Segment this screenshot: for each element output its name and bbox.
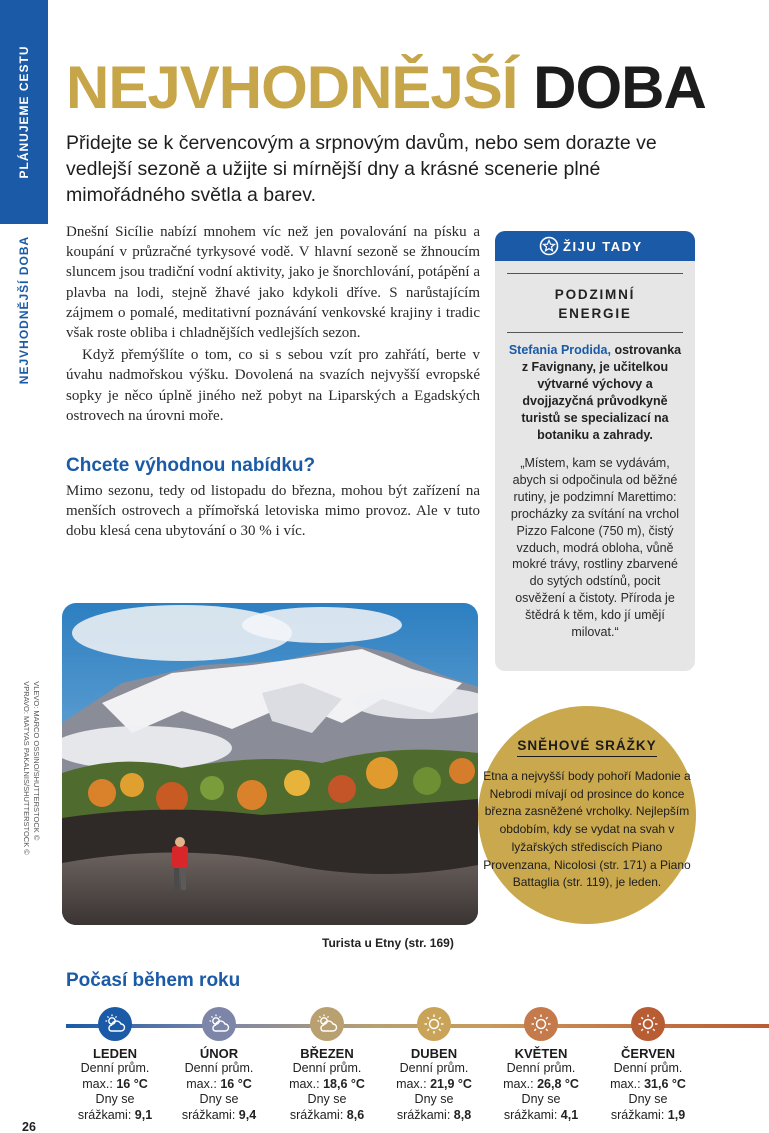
photo-credit-right: VPRAVO: MATYAS PAKALNIS/SHUTTERSTOCK © (22, 681, 31, 855)
weather-month-name: DUBEN (410, 1046, 458, 1061)
body-paragraph-2: Když přemýšlíte o tom, co si s sebou vzít pro zahřátí, berte v úvahu nadmořskou výšku. Dovolená na svazích nejvyšší evropské sopky je něco úplně jiného než pobyt na Liparských a Egadských ostrovech na úrovni moře. (66, 347, 480, 424)
weather-temp-label: Denní prům. (292, 1061, 362, 1075)
weather-month (598, 1007, 698, 1123)
snow-box (478, 706, 696, 924)
lead-paragraph: Přidejte se k červencovým a srpnovým davům, nebo sem dorazte ve vedlejší sezoně a užijte si mírnější dny a krásné scenerie plné mimořádného světla a barev. (66, 132, 657, 206)
weather-temp-label: Denní prům. (184, 1061, 254, 1075)
weather-rain-label: Dny se (95, 1092, 135, 1106)
weather-rain-value: srážkami: 8,6 (289, 1107, 365, 1122)
local-voice-label: ŽIJU TADY (563, 238, 643, 254)
weather-temp-label: Denní prům. (80, 1061, 150, 1075)
weather-month (384, 1007, 484, 1123)
sun-icon (417, 1007, 451, 1041)
section-tab (0, 0, 48, 224)
local-voice-title-line2: ENERGIE (558, 306, 632, 321)
weather-temp-value: max.: 16 °C (82, 1076, 148, 1091)
sun-icon (631, 1007, 665, 1041)
weather-temp-value: max.: 31,6 °C (610, 1076, 686, 1091)
photo-credit (21, 681, 41, 855)
weather-temp-label: Denní prům. (613, 1061, 683, 1075)
divider (507, 273, 683, 274)
photo-caption: Turista u Etny (str. 169) (322, 936, 454, 950)
weather-temp-label: Denní prům. (399, 1061, 469, 1075)
weather-temp-value: max.: 18,6 °C (289, 1076, 365, 1091)
weather-rain-value: srážkami: 1,9 (610, 1107, 686, 1122)
weather-month-name: ÚNOR (199, 1046, 239, 1061)
weather-month-name: KVĚTEN (514, 1046, 568, 1061)
local-voice-box (495, 231, 695, 671)
weather-rain-label: Dny se (521, 1092, 561, 1106)
page-title-part1: NEJVHODNĚJŠÍ (66, 54, 518, 121)
snow-box-text: Etna a nejvyšší body pohoří Madonie a Nebrodi mívají od prosince do konce března zasněžené vrcholky. Nejlepším obdobím, kdy se vydat na svah v lyžařských střediscích Piano Provenzana, Nicolosi (str. 171) a Piano Battaglia (str. 119), je leden. (483, 769, 691, 890)
weather-rain-value: srážkami: 4,1 (503, 1107, 579, 1122)
weather-heading: Počasí během roku (66, 970, 241, 991)
star-badge-icon (539, 236, 559, 256)
body-paragraph-1: Dnešní Sicílie nabízí mnohem víc než jen povalování na písku a koupání v průzračné tyrkysové vodě. V hlavní sezoně se žhnoucím sluncem jsou tradiční vodní aktivity, jako je šnorchlování, potápění a plavba na lodi, stejně žhavé jako kdykoli dříve. S narůstajícím zájmem o pomalé, meditativní poznávání venkovské krajiny i tradic však roste obliba i chladnějších vedlejších sezon. (66, 224, 480, 342)
photo-credit-left: VLEVO: MARCO OSSINO/SHUTTERSTOCK © (32, 681, 41, 841)
cloud-sun-icon (98, 1007, 132, 1041)
weather-month-name: ČERVEN (621, 1046, 675, 1061)
body-text (66, 222, 480, 426)
deal-subheading: Chcete výhodnou nabídku? (66, 455, 316, 476)
divider (507, 332, 683, 333)
weather-month (65, 1007, 165, 1123)
weather-temp-value: max.: 21,9 °C (396, 1076, 472, 1091)
weather-rain-value: srážkami: 9,4 (181, 1107, 257, 1122)
weather-rain-value: srážkami: 9,1 (77, 1107, 153, 1122)
local-voice-title (495, 285, 695, 323)
snow-box-title-text: SNĚHOVÉ SRÁŽKY (517, 738, 656, 757)
weather-temp-value: max.: 26,8 °C (503, 1076, 579, 1091)
page-number: 26 (22, 1120, 36, 1133)
weather-rain-label: Dny se (307, 1092, 347, 1106)
weather-rain-label: Dny se (199, 1092, 239, 1106)
weather-temp-label: Denní prům. (506, 1061, 576, 1075)
snow-box-title (478, 738, 696, 753)
local-voice-name: Stefania Prodida, (508, 343, 611, 357)
cloud-sun-icon (310, 1007, 344, 1041)
body-paragraph-3: Mimo sezonu, tedy od listopadu do března, mohou být zařízení na menších ostrovech a přímořská letoviska mimo provoz. Ale v tuto dobu klesá cena ubytování o 30 % i víc. (66, 483, 480, 540)
section-tab-label: PLÁNUJEME CESTU (17, 45, 31, 179)
weather-month-name: BŘEZEN (300, 1046, 354, 1061)
weather-rain-label: Dny se (628, 1092, 668, 1106)
page-title (66, 54, 706, 121)
chapter-label: NEJVHODNĚJŠÍ DOBA (17, 235, 31, 385)
cloud-sun-icon (202, 1007, 236, 1041)
local-voice-header (495, 231, 695, 261)
weather-month (491, 1007, 591, 1123)
weather-rain-value: srážkami: 8,8 (396, 1107, 472, 1122)
weather-month-name: LEDEN (92, 1046, 138, 1061)
local-voice-bio-text: ostrovanka z Favignany, je učitelkou výtvarné výchovy a dvojjazyčná průvodkyně turistů se specializací na botaniku a zahrady. (521, 343, 682, 442)
page-title-part2: DOBA (533, 54, 706, 121)
etna-photo (62, 603, 478, 925)
weather-month (277, 1007, 377, 1123)
weather-rain-label: Dny se (414, 1092, 454, 1106)
weather-month (169, 1007, 269, 1123)
weather-temp-value: max.: 16 °C (186, 1076, 252, 1091)
local-voice-bio (505, 342, 685, 444)
local-voice-title-line1: PODZIMNÍ (554, 287, 636, 302)
local-voice-quote: „Místem, kam se vydávám, abych si odpočinula od běžné rutiny, je podzimní Marettimo: procházky za svítání na vrchol Pizzo Falcone (750 m), čistý vzduch, modrá obloha, vůně mokré trávy, rostliny zbarvené do sytých odstínů, pocit osvěžení a čistoty. Příroda je štědrá k těm, kdo jí umějí milovat.“ (510, 456, 680, 640)
sun-icon (524, 1007, 558, 1041)
